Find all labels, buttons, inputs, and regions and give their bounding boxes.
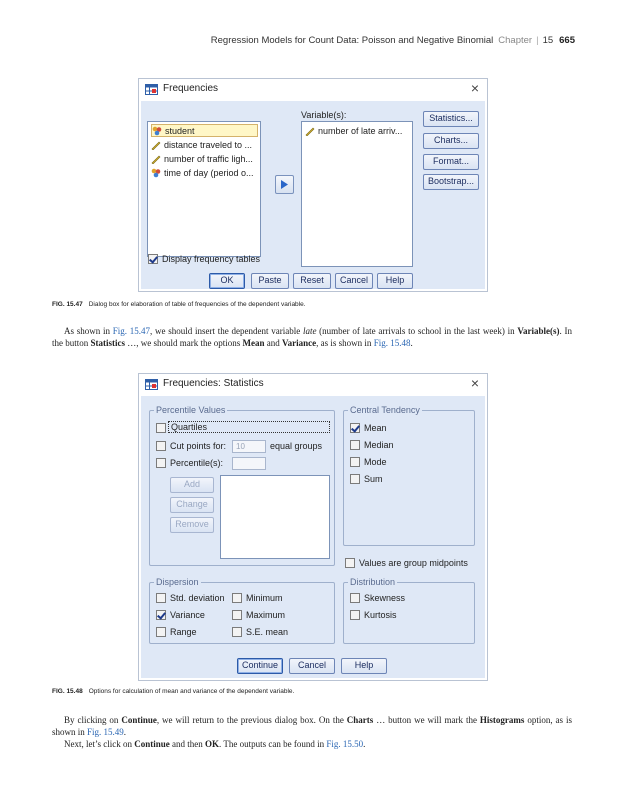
median-checkbox[interactable] [350,440,360,450]
group-title: Distribution [350,577,396,587]
target-variable-list[interactable] [301,121,413,267]
cancel-button[interactable]: Cancel [289,658,335,674]
list-item[interactable] [151,166,258,179]
ok-button[interactable]: OK [209,273,245,289]
figure-reference-link[interactable]: Fig. 15.47 [112,326,151,336]
range-checkbox[interactable] [156,627,166,637]
spss-table-icon [145,84,158,95]
dialog-body [141,396,485,678]
group-title: Central Tendency [350,405,420,415]
quartiles-label: Quartiles [168,421,330,433]
running-header [211,35,575,46]
cut-points-checkbox[interactable] [156,441,166,451]
list-item[interactable] [151,138,258,151]
median-label: Median [364,440,394,450]
distribution-group [343,577,475,644]
list-item[interactable] [151,152,258,165]
scale-icon [151,140,161,150]
frequencies-dialog [138,78,488,292]
cut-points-input[interactable]: 10 [232,440,266,453]
percentiles-label: Percentile(s): [170,458,224,468]
mode-label: Mode [364,457,387,467]
list-item-label: distance traveled to ... [164,139,253,150]
kurtosis-checkbox[interactable] [350,610,360,620]
nominal-icon [152,126,162,136]
cut-points-label: Cut points for: [170,441,227,451]
dialog-title-bar [139,374,487,394]
variables-label: Variable(s): [301,110,347,120]
page-number: 665 [559,35,575,46]
dispersion-group [149,577,335,644]
minimum-label: Minimum [246,593,283,603]
remove-button[interactable]: Remove [170,517,214,533]
mean-checkbox[interactable] [350,423,360,433]
figure-reference-link[interactable]: Fig. 15.50 [326,739,364,749]
se-mean-checkbox[interactable] [232,627,242,637]
move-right-button[interactable] [275,175,294,194]
scale-icon [305,126,315,136]
maximum-checkbox[interactable] [232,610,242,620]
close-icon[interactable]: × [470,375,479,391]
se-mean-label: S.E. mean [246,627,289,637]
sum-label: Sum [364,474,383,484]
quartiles-checkbox[interactable] [156,423,166,433]
figure-caption [52,688,294,695]
chapter-number: 15 [542,35,554,46]
change-button[interactable]: Change [170,497,214,513]
figure-number: FIG. 15.48 [52,688,83,695]
skewness-checkbox[interactable] [350,593,360,603]
list-item[interactable] [151,124,258,137]
percentiles-checkbox[interactable] [156,458,166,468]
mode-checkbox[interactable] [350,457,360,467]
figure-number: FIG. 15.47 [52,301,83,308]
dialog-body [141,101,485,289]
skewness-label: Skewness [364,593,406,603]
variance-checkbox[interactable] [156,610,166,620]
dialog-title-bar [139,79,487,99]
statistics-dialog [138,373,488,681]
charts-button[interactable]: Charts... [423,133,479,149]
paste-button[interactable]: Paste [251,273,289,289]
std-deviation-label: Std. deviation [170,593,225,603]
group-title: Percentile Values [156,405,226,415]
help-button[interactable]: Help [377,273,413,289]
figure-caption-text: Dialog box for elaboration of table of frequencies of the dependent variable. [88,301,306,308]
kurtosis-label: Kurtosis [364,610,397,620]
figure-caption-text: Options for calculation of mean and variance of the dependent variable. [88,688,295,695]
running-title: Regression Models for Count Data: Poisson and Negative Binomial [210,35,494,46]
list-item-label: number of traffic ligh... [164,153,253,164]
group-midpoints-checkbox[interactable] [345,558,355,568]
dialog-title: Frequencies: Statistics [163,378,264,389]
bootstrap-button[interactable]: Bootstrap... [423,174,479,190]
list-item-label: student [165,125,195,136]
equal-groups-label: equal groups [270,441,323,451]
header-separator: | [536,35,539,46]
arrow-right-icon [276,176,293,193]
sum-checkbox[interactable] [350,474,360,484]
reset-button[interactable]: Reset [293,273,331,289]
range-label: Range [170,627,197,637]
list-item-label: time of day (period o... [164,167,254,178]
add-button[interactable]: Add [170,477,214,493]
body-paragraph: By clicking on Continue, we will return to the previous dialog box. On the Charts … button we will mark the Histograms option, as is shown in Fig. 15.49. Next, let’s click on Continue and then OK. The outputs can be found in Fig. 15.50. [52,715,572,749]
mean-label: Mean [364,423,387,433]
percentile-values-group [149,405,335,566]
figure-caption [52,301,306,308]
maximum-label: Maximum [246,610,286,620]
dialog-title: Frequencies [163,83,219,94]
cancel-button[interactable]: Cancel [335,273,373,289]
variance-label: Variance [170,610,205,620]
display-frequency-tables-checkbox[interactable] [148,254,158,264]
chapter-label: Chapter [498,35,533,46]
figure-reference-link[interactable]: Fig. 15.49 [87,727,124,737]
scale-icon [151,154,161,164]
list-item[interactable] [305,124,410,137]
central-tendency-group [343,405,475,546]
group-title: Dispersion [156,577,199,587]
std-deviation-checkbox[interactable] [156,593,166,603]
help-button[interactable]: Help [341,658,387,674]
body-paragraph: As shown in Fig. 15.47, we should insert the dependent variable late (number of late arrivals to school in the last week) in Variable(s). In the button Statistics …, we should mark the options Mean and Variance, as is shown in Fig. 15.48. [52,326,572,348]
minimum-checkbox[interactable] [232,593,242,603]
format-button[interactable]: Format... [423,154,479,170]
group-midpoints-label: Values are group midpoints [359,558,468,568]
spss-table-icon [145,379,158,390]
percentiles-list[interactable] [220,475,330,559]
close-icon[interactable]: × [470,80,479,96]
percentiles-input[interactable] [232,457,266,470]
list-item-label: number of late arriv... [318,125,403,136]
nominal-icon [151,168,161,178]
continue-button[interactable]: Continue [237,658,283,674]
figure-reference-link[interactable]: Fig. 15.48 [373,338,411,348]
source-variable-list[interactable] [147,121,261,257]
display-frequency-tables-label: Display frequency tables [162,254,261,264]
statistics-button[interactable]: Statistics... [423,111,479,127]
